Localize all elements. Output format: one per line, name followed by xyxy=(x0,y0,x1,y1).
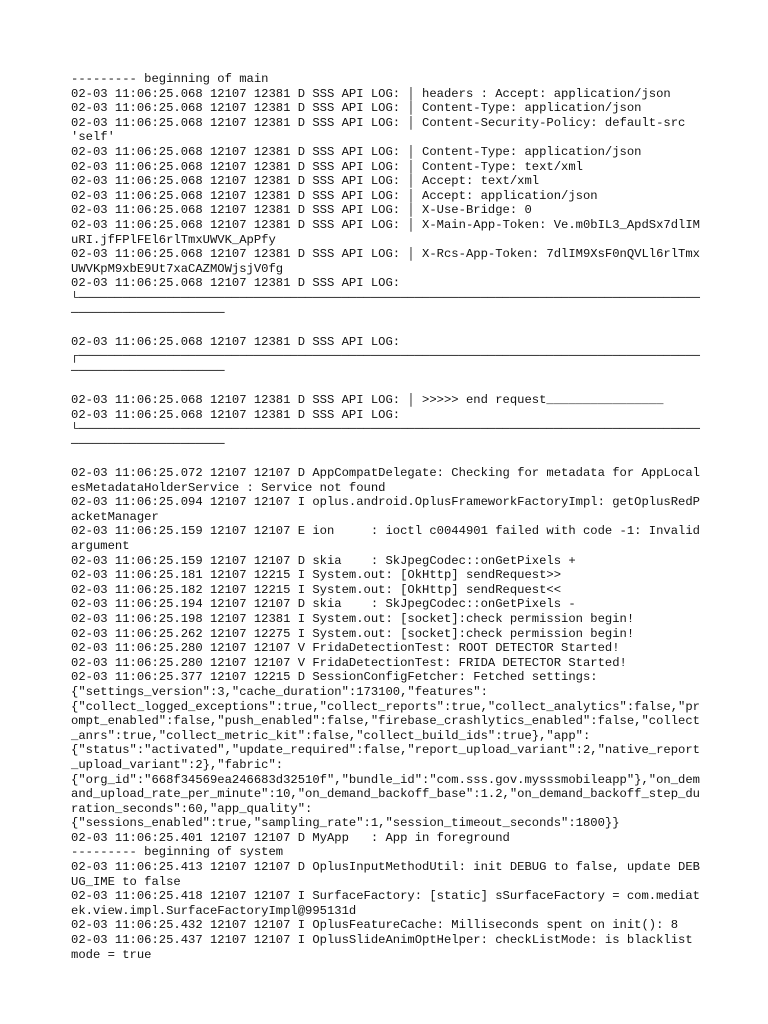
log-line: 02-03 11:06:25.280 12107 12107 V FridaDetectionTest: ROOT DETECTOR Started! xyxy=(71,641,620,656)
log-line: 02-03 11:06:25.418 12107 12107 I SurfaceFactory: [static] sSurfaceFactory = com.mediatek.view.impl.SurfaceFactoryImpl@995131d xyxy=(71,889,700,918)
log-line: 02-03 11:06:25.068 12107 12381 D SSS API LOG: │ X-Use-Bridge: 0 xyxy=(71,203,532,218)
log-document xyxy=(71,72,708,962)
log-line xyxy=(71,451,701,466)
log-line: 02-03 11:06:25.068 12107 12381 D SSS API LOG: │ Content-Security-Policy: default-src 'self' xyxy=(71,115,693,145)
log-line: 02-03 11:06:25.194 12107 12107 D skia : SkJpegCodec::onGetPixels - xyxy=(71,597,576,612)
log-line: 02-03 11:06:25.377 12107 12215 D SessionConfigFetcher: Fetched settings: xyxy=(71,670,598,685)
log-line: 02-03 11:06:25.068 12107 12381 D SSS API LOG: │ X-Main-App-Token: Ve.m0bIL3_ApdSx7dlIMuRI.jfFPlFEl6rlTmxUWVK_ApPfy xyxy=(71,217,700,247)
log-line xyxy=(71,320,701,335)
log-line: 02-03 11:06:25.068 12107 12381 D SSS API LOG: xyxy=(71,334,401,349)
log-line: 02-03 11:06:25.068 12107 12381 D SSS API LOG: │ headers : Accept: application/json xyxy=(71,86,671,101)
log-line: 02-03 11:06:25.094 12107 12107 I oplus.android.OplusFrameworkFactoryImpl: getOplusRedPacketManager xyxy=(71,495,700,524)
log-line: 02-03 11:06:25.068 12107 12381 D SSS API LOG: │ Accept: application/json xyxy=(71,188,598,203)
log-line: 02-03 11:06:25.432 12107 12107 I OplusFeatureCache: Milliseconds spent on init(): 8 xyxy=(71,918,679,933)
log-line: 02-03 11:06:25.159 12107 12107 E ion : ioctl c0044901 failed with code -1: Invalid argument xyxy=(71,524,708,553)
log-line: --------- beginning of system xyxy=(71,845,284,860)
log-line: 02-03 11:06:25.401 12107 12107 D MyApp : App in foreground xyxy=(71,830,510,845)
log-line: 02-03 11:06:25.182 12107 12215 I System.out: [OkHttp] sendRequest<< xyxy=(71,582,562,597)
log-line xyxy=(71,378,701,393)
log-line: 02-03 11:06:25.437 12107 12107 I OplusSlideAnimOptHelper: checkListMode: is blacklist mode = true xyxy=(71,933,700,962)
log-line: 02-03 11:06:25.068 12107 12381 D SSS API LOG: │ Content-Type: text/xml xyxy=(71,159,583,174)
log-line: {"org_id":"668f34569ea246683d32510f","bundle_id":"com.sss.gov.mysssmobileapp"},"on_demand_upload_rate_per_minute":10,"on_demand_backoff_base":1.2,"on_demand_backoff_step_duration_seconds":60,"app_quality": xyxy=(71,772,700,816)
log-line: 02-03 11:06:25.198 12107 12381 I System.out: [socket]:check permission begin! xyxy=(71,611,635,626)
log-line: 02-03 11:06:25.068 12107 12381 D SSS API LOG: │ X-Rcs-App-Token: 7dlIM9XsF0nQVLl6rlTmxUWVKpM9xbE9Ut7xaCAZMOWjsjV0fg xyxy=(71,247,700,276)
log-line: 02-03 11:06:25.068 12107 12381 D SSS API LOG: │ Content-Type: application/json xyxy=(71,101,642,116)
log-line: 02-03 11:06:25.068 12107 12381 D SSS API LOG: xyxy=(71,276,401,291)
log-line: {"status":"activated","update_required":false,"report_upload_variant":2,"native_report_upload_variant":2},"fabric": xyxy=(71,743,700,772)
log-line: 02-03 11:06:25.068 12107 12381 D SSS API LOG: │ >>>>> end request________________ xyxy=(71,393,664,408)
log-line: 02-03 11:06:25.280 12107 12107 V FridaDetectionTest: FRIDA DETECTOR Started! xyxy=(71,655,627,670)
log-line: 02-03 11:06:25.159 12107 12107 D skia : SkJpegCodec::onGetPixels + xyxy=(71,553,576,568)
log-line: 02-03 11:06:25.413 12107 12107 D OplusInputMethodUtil: init DEBUG to false, update DEBUG_IME to false xyxy=(71,860,700,889)
box-divider: └────────────────────────────────────────────────────────────────────────────────────────────────────────── xyxy=(71,290,700,320)
log-line: 02-03 11:06:25.068 12107 12381 D SSS API LOG: │ Content-Type: application/json xyxy=(71,144,642,159)
log-line: {"settings_version":3,"cache_duration":173100,"features": xyxy=(71,684,488,699)
box-divider: └────────────────────────────────────────────────────────────────────────────────────────────────────────── xyxy=(71,422,700,451)
log-line: 02-03 11:06:25.068 12107 12381 D SSS API LOG: xyxy=(71,407,401,422)
log-line: 02-03 11:06:25.181 12107 12215 I System.out: [OkHttp] sendRequest>> xyxy=(71,568,562,583)
log-line: 02-03 11:06:25.262 12107 12275 I System.out: [socket]:check permission begin! xyxy=(71,626,635,641)
log-line: 02-03 11:06:25.068 12107 12381 D SSS API LOG: │ Accept: text/xml xyxy=(71,174,540,189)
log-line: {"collect_logged_exceptions":true,"collect_reports":true,"collect_analytics":false,"prompt_enabled":false,"push_enabled":false,"firebase_crashlytics_enabled":false,"collect_anrs":true,"collect_metric_kit":false,"collect_build_ids":true},"app": xyxy=(71,699,700,743)
log-line: {"sessions_enabled":true,"sampling_rate":1,"session_timeout_seconds":1800}} xyxy=(71,816,620,831)
log-line: 02-03 11:06:25.072 12107 12107 D AppCompatDelegate: Checking for metadata for AppLocalesMetadataHolderService : Service not found xyxy=(71,466,700,495)
box-divider: ┌────────────────────────────────────────────────────────────────────────────────────────────────────────── xyxy=(71,349,700,378)
log-line: --------- beginning of main xyxy=(71,72,269,86)
